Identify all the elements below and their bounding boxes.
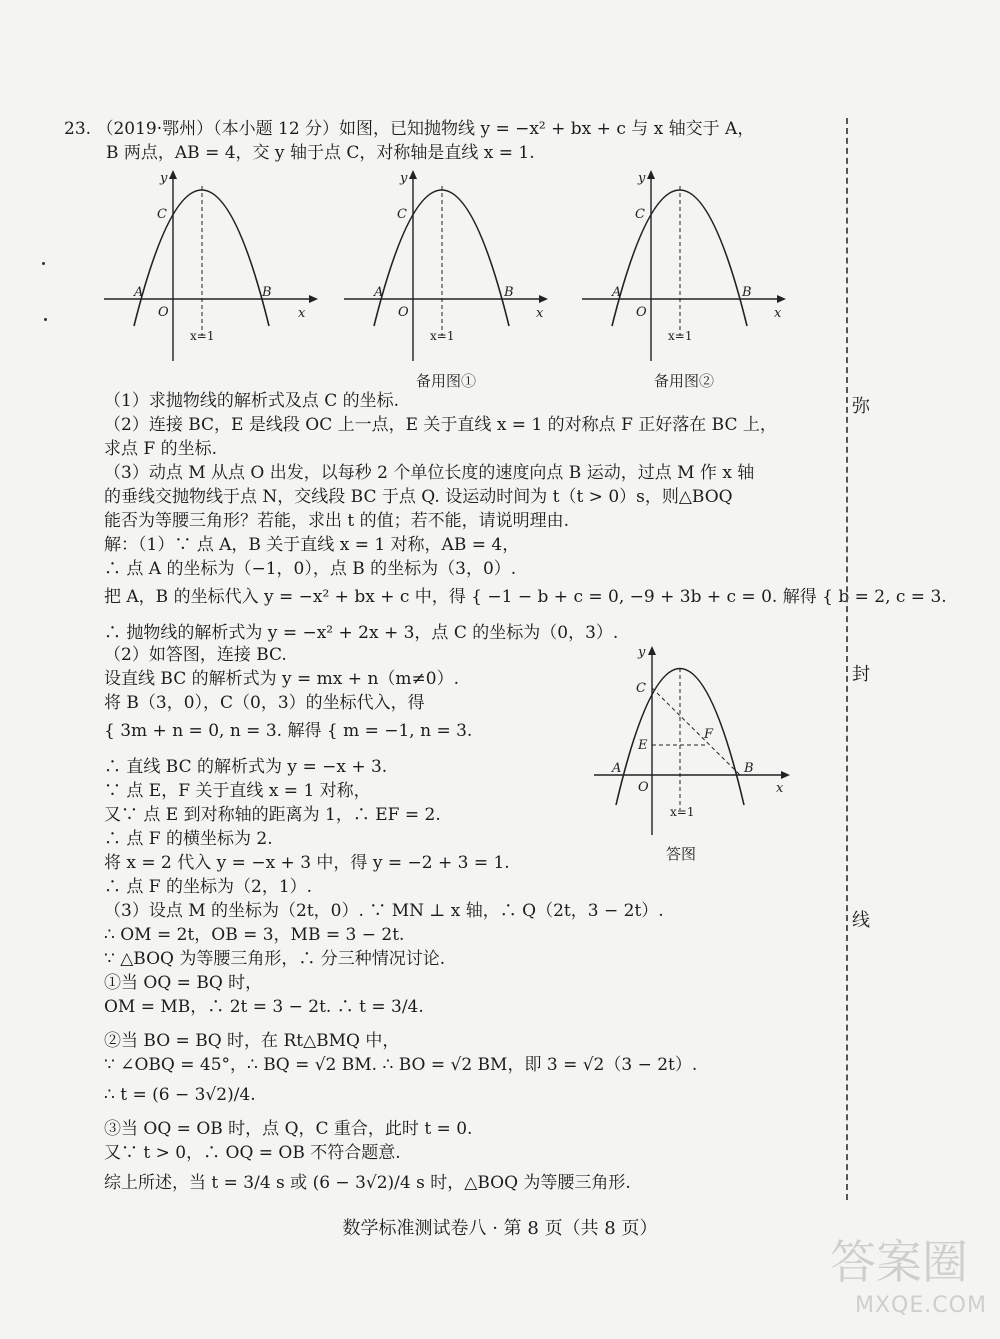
solution-line: ∴ 点 F 的横坐标为 2. <box>104 829 273 849</box>
margin-mark: 封 <box>852 664 870 685</box>
answer-o-label: O <box>638 780 649 795</box>
solution-line: 解：（1）∵ 点 A，B 关于直线 x = 1 对称，AB = 4， <box>104 535 520 555</box>
problem-line-1: 23. （2019·鄂州）（本小题 12 分）如图，已知抛物线 y = −x² + bx + c 与 x 轴交于 A， <box>64 119 755 139</box>
graph-label: x <box>774 306 782 321</box>
solution-line: ∵ △BOQ 为等腰三角形，∴ 分三种情况讨论. <box>104 949 446 969</box>
point-a-label: A <box>134 285 144 300</box>
solution-line: ∵ 点 E，F 关于直线 x = 1 对称， <box>104 781 371 801</box>
solution-conclusion: 综上所述，当 t = 3/4 s 或 (6 − 3√2)/4 s 时，△BOQ 为等腰三角形. <box>104 1173 631 1193</box>
graph-label: y <box>400 171 408 186</box>
solution-line: 把 A，B 的坐标代入 y = −x² + bx + c 中，得 { −1 − b + c = 0, −9 + 3b + c = 0. 解得 { b = 2, c = 3. <box>104 587 947 607</box>
point-c-label: C <box>157 207 167 222</box>
solution-line: ∵ ∠OBQ = 45°，∴ BQ = √2 BM. ∴ BO = √2 BM，即 3 = √2（3 − 2t）. <box>104 1055 698 1075</box>
graph-label: A <box>374 285 384 300</box>
caption-spare-1: 备用图① <box>416 372 477 390</box>
x-axis-label: x <box>298 306 306 321</box>
solution-line: 将 x = 2 代入 y = −x + 3 中，得 y = −2 + 3 = 1. <box>104 853 510 873</box>
graph-label: x <box>536 306 544 321</box>
solution-line: ②当 BO = BQ 时，在 Rt△BMQ 中， <box>104 1031 400 1051</box>
solution-line: { 3m + n = 0, n = 3. 解得 { m = −1, n = 3. <box>104 721 473 741</box>
question-2-line-2: 求点 F 的坐标. <box>104 439 218 459</box>
solution-line: （3）设点 M 的坐标为（2t，0）. ∵ MN ⊥ x 轴，∴ Q（2t，3 − 2t）. <box>104 901 664 921</box>
solution-line: ∴ OM = 2t，OB = 3，MB = 3 − 2t. <box>104 925 405 945</box>
question-3-line-3: 能否为等腰三角形？若能，求出 t 的值；若不能，请说明理由. <box>104 511 570 531</box>
watermark-url: MXQE.COM <box>855 1293 987 1318</box>
graph-label: B <box>504 285 514 300</box>
answer-axis-line-label: x=1 <box>670 805 695 819</box>
graph-label: A <box>612 285 622 300</box>
graph-label: y <box>638 171 646 186</box>
graph-label: x=1 <box>430 329 455 343</box>
answer-e-label: E <box>638 738 648 753</box>
watermark-logo <box>820 1221 990 1331</box>
answer-b-label: B <box>744 761 754 776</box>
solution-line: ∴ 点 F 的坐标为（2，1）. <box>104 877 313 897</box>
question-3-line-2: 的垂线交抛物线于点 N，交线段 BC 于点 Q. 设运动时间为 t（t > 0）s，则△BOQ <box>104 487 733 507</box>
graph-label: C <box>397 207 407 222</box>
origin-label: O <box>158 305 169 320</box>
graph-label: O <box>636 305 647 320</box>
question-2-line-1: （2）连接 BC，E 是线段 OC 上一点，E 关于直线 x = 1 的对称点 F 正好落在 BC 上， <box>104 415 777 435</box>
solution-line: （2）如答图，连接 BC. <box>104 645 287 665</box>
solution-line: ∴ 抛物线的解析式为 y = −x² + 2x + 3，点 C 的坐标为（0，3）. <box>104 623 619 643</box>
solution-line: 又∵ 点 E 到对称轴的距离为 1，∴ EF = 2. <box>104 805 441 825</box>
answer-figure <box>594 640 804 844</box>
question-3-line-1: （3）动点 M 从点 O 出发，以每秒 2 个单位长度的速度向点 B 运动，过点 M 作 x 轴 <box>104 463 755 483</box>
solution-line: ∴ t = (6 − 3√2)/4. <box>104 1085 256 1105</box>
watermark-main: 答案圈 <box>830 1235 968 1289</box>
graph-label: x=1 <box>668 329 693 343</box>
graph-label: B <box>742 285 752 300</box>
y-axis-label: y <box>160 171 168 186</box>
binding-cut-line <box>846 118 848 1200</box>
solution-line: ∴ 点 A 的坐标为（−1，0），点 B 的坐标为（3，0）. <box>104 559 517 579</box>
caption-answer: 答图 <box>666 845 697 863</box>
parabola-figure-main <box>104 166 324 370</box>
parabola-figure-spare-2 <box>582 166 802 370</box>
answer-f-label: F <box>704 727 714 742</box>
solution-line: 设直线 BC 的解析式为 y = mx + n（m≠0）. <box>104 669 459 689</box>
speck <box>42 262 45 265</box>
answer-x-label: x <box>776 781 784 796</box>
margin-mark: 线 <box>852 910 870 931</box>
graph-label: O <box>398 305 409 320</box>
problem-line-2: B 两点，AB = 4，交 y 轴于点 C，对称轴是直线 x = 1. <box>106 143 535 163</box>
point-b-label: B <box>262 285 272 300</box>
solution-line: OM = MB，∴ 2t = 3 − 2t. ∴ t = 3/4. <box>104 997 424 1017</box>
answer-a-label: A <box>612 761 622 776</box>
margin-mark: 弥 <box>852 396 870 417</box>
parabola-figure-spare-1 <box>344 166 564 370</box>
solution-line: ∴ 直线 BC 的解析式为 y = −x + 3. <box>104 757 388 777</box>
answer-y-label: y <box>638 645 646 660</box>
solution-line: ①当 OQ = BQ 时， <box>104 973 263 993</box>
question-1: （1）求抛物线的解析式及点 C 的坐标. <box>104 391 400 411</box>
solution-line: 又∵ t > 0，∴ OQ = OB 不符合题意. <box>104 1143 401 1163</box>
graph-label: C <box>635 207 645 222</box>
speck <box>44 318 47 321</box>
page-footer: 数学标准测试卷八 · 第 8 页（共 8 页） <box>342 1218 658 1239</box>
axis-line-label: x=1 <box>190 329 215 343</box>
answer-c-label: C <box>636 681 646 696</box>
solution-line: 将 B（3，0），C（0，3）的坐标代入，得 <box>104 693 425 713</box>
caption-spare-2: 备用图② <box>654 372 715 390</box>
solution-line: ③当 OQ = OB 时，点 Q，C 重合，此时 t = 0. <box>104 1119 473 1139</box>
